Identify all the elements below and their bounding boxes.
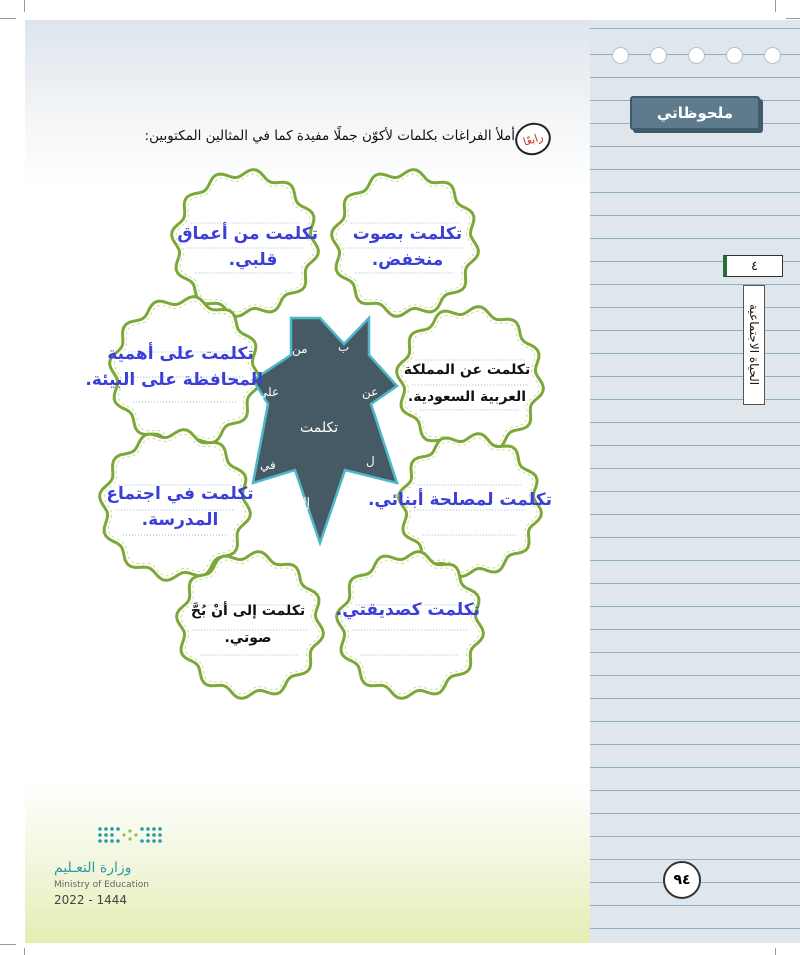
answer-line: تكلمت من أعماق xyxy=(177,224,318,244)
flower-text-box xyxy=(367,488,552,514)
star-preposition: في xyxy=(260,458,276,472)
answer-line: تكلمت كصديقتي. xyxy=(335,600,480,620)
answer-line: قلبي. xyxy=(228,249,278,270)
star-preposition: على xyxy=(258,385,280,399)
star-preposition: ك xyxy=(336,490,346,504)
answer-line: العربية السعودية. xyxy=(407,388,527,405)
answer-line: تكلمت في اجتماع xyxy=(106,484,254,504)
answer-line: تكلمت بصوت xyxy=(352,224,463,244)
ministry-name-english: Ministry of Education xyxy=(54,880,149,890)
unit-number: ٤ xyxy=(723,255,783,277)
ministry-logo-icon xyxy=(92,823,192,853)
star-preposition: من xyxy=(292,342,308,356)
answer-line: صوتي. xyxy=(224,629,272,646)
star-preposition: إلى xyxy=(293,495,310,509)
flower-text-box xyxy=(345,222,470,273)
answer-line: تكلمت على أهمية xyxy=(107,344,254,364)
edition-year: 2022 - 1444 xyxy=(54,893,128,907)
flower-text-box xyxy=(335,598,480,624)
flower-text-box xyxy=(177,222,318,273)
answer-line: المحافظة على البيئة. xyxy=(85,369,263,390)
star-center-label: تكلمت xyxy=(300,420,339,436)
notes-title: ملحوظاتي xyxy=(630,96,760,130)
star-preposition: ل xyxy=(366,454,375,468)
answer-line: تكلمت لمصلحة أبنائي. xyxy=(367,490,552,510)
exercise-instruction: أملأ الفراغات بكلمات لأكوّن جملًا مفيدة كما في المثالين المكتوبين: xyxy=(144,128,515,144)
answer-line: تكلمت عن المملكة xyxy=(403,362,531,378)
flower-text-box xyxy=(183,598,313,651)
unit-title: الحياة الاجتماعية xyxy=(743,285,765,405)
flower-text-box xyxy=(105,482,255,533)
flower-text-box xyxy=(397,357,537,410)
answer-line: المدرسة. xyxy=(141,509,219,530)
flower-text-box xyxy=(85,342,263,393)
page-number: ٩٤ xyxy=(663,861,701,899)
star-preposition: عن xyxy=(362,385,379,399)
ministry-name-arabic: وزارة التعـليم xyxy=(54,860,132,876)
exercise-badge: رابعًا xyxy=(511,118,555,160)
star-preposition: ب xyxy=(338,340,350,354)
answer-line: منخفض. xyxy=(371,249,444,270)
answer-line: تكلمت إلى أنْ بُحَّ xyxy=(190,603,306,619)
